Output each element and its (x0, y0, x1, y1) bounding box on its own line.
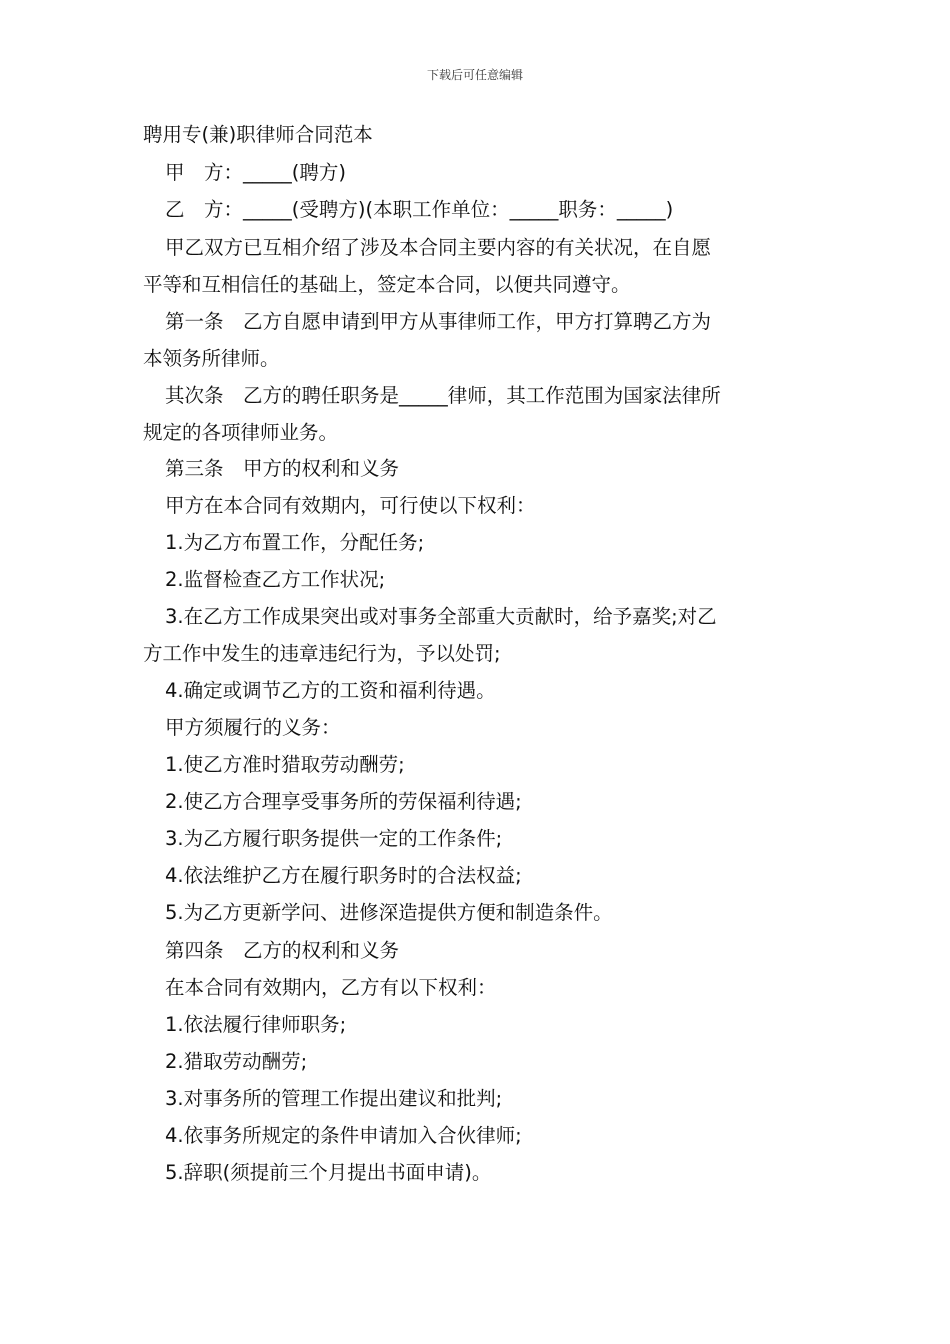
body-line: 甲方须履行的义务： (165, 716, 341, 739)
list-item: 3.对事务所的管理工作提出建议和批判; (165, 1087, 503, 1110)
article-4-heading: 第四条 乙方的权利和义务 (165, 939, 400, 962)
body-line: 甲乙双方已互相介绍了涉及本合同主要内容的有关状况，在自愿 (165, 236, 712, 259)
party-a-line: 甲 方：_____(聘方) (165, 161, 346, 184)
list-item: 2.监督检查乙方工作状况; (165, 568, 386, 591)
body-line: 本领务所律师。 (143, 347, 280, 370)
body-line: 甲方在本合同有效期内，可行使以下权利： (165, 494, 536, 517)
article-2-line: 其次条 乙方的聘任职务是_____律师，其工作范围为国家法律所 (165, 384, 721, 407)
list-item: 5.辞职(须提前三个月提出书面申请)。 (165, 1161, 492, 1184)
article-1-line: 第一条 乙方自愿申请到甲方从事律师工作，甲方打算聘乙方为 (165, 310, 712, 333)
list-item: 4.依事务所规定的条件申请加入合伙律师; (165, 1124, 522, 1147)
page-header: 下载后可任意编辑 (426, 68, 523, 82)
list-item: 3.为乙方履行职务提供一定的工作条件; (165, 827, 503, 850)
list-item: 2.使乙方合理享受事务所的劳保福利待遇; (165, 790, 522, 813)
body-line: 平等和互相信任的基础上，签定本合同，以便共同遵守。 (143, 273, 631, 296)
body-line: 方工作中发生的违章违纪行为，予以处罚; (143, 642, 501, 665)
list-item: 4.确定或调节乙方的工资和福利待遇。 (165, 679, 496, 702)
body-line: 规定的各项律师业务。 (143, 421, 339, 444)
list-item: 1.为乙方布置工作，分配任务; (165, 531, 425, 554)
list-item: 5.为乙方更新学问、进修深造提供方便和制造条件。 (165, 901, 613, 924)
list-item: 1.使乙方准时猎取劳动酬劳; (165, 753, 405, 776)
list-item: 2.猎取劳动酬劳; (165, 1050, 308, 1073)
body-line: 在本合同有效期内，乙方有以下权利： (165, 976, 497, 999)
list-item: 1.依法履行律师职务; (165, 1013, 347, 1036)
document-title: 聘用专(兼)职律师合同范本 (143, 123, 373, 146)
list-item: 4.依法维护乙方在履行职务时的合法权益; (165, 864, 522, 887)
list-item: 3.在乙方工作成果突出或对事务全部重大贡献时，给予嘉奖;对乙 (165, 605, 717, 628)
party-b-line: 乙 方：_____(受聘方)(本职工作单位：_____职务：_____) (165, 198, 674, 221)
article-3-heading: 第三条 甲方的权利和义务 (165, 457, 400, 480)
